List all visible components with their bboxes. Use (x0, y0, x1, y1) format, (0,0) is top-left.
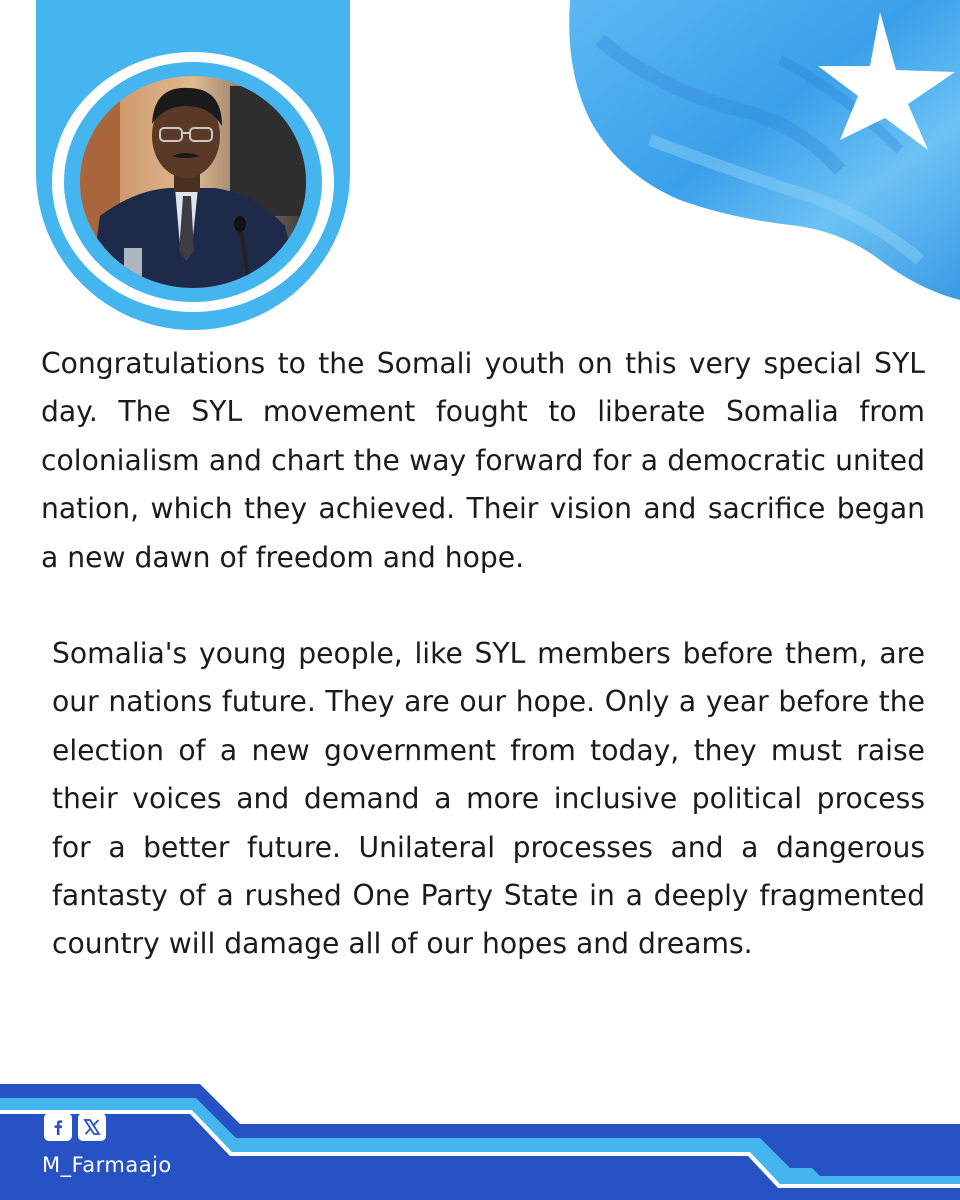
social-icons (44, 1113, 106, 1141)
portrait-illustration (80, 76, 306, 288)
portrait-photo (80, 76, 306, 288)
footer-bar (0, 1080, 960, 1200)
message-paragraph-2: Somalia's young people, like SYL members before them, are our nations future. They are our hope. Only a year before the election of a new government from today, they must raise their voices and demand a more inclusive political process for a better future. Unilateral processes and a dangerous fantasty of a rushed One Party State in a deeply fragmented country will damage all of our hopes and dreams. (52, 637, 925, 961)
message-paragraph-1: Congratulations to the Somali youth on this very special SYL day. The SYL movement fought to liberate Somalia from colonialism and chart the way forward for a democratic united nation, which they achieved. Their vision and sacrifice began a new dawn of freedom and hope. (41, 347, 925, 574)
x-icon[interactable] (78, 1113, 106, 1141)
facebook-icon[interactable] (44, 1113, 72, 1141)
account-handle: M_Farmaajo (42, 1153, 172, 1177)
somali-flag (540, 0, 960, 300)
message-body (41, 340, 925, 969)
